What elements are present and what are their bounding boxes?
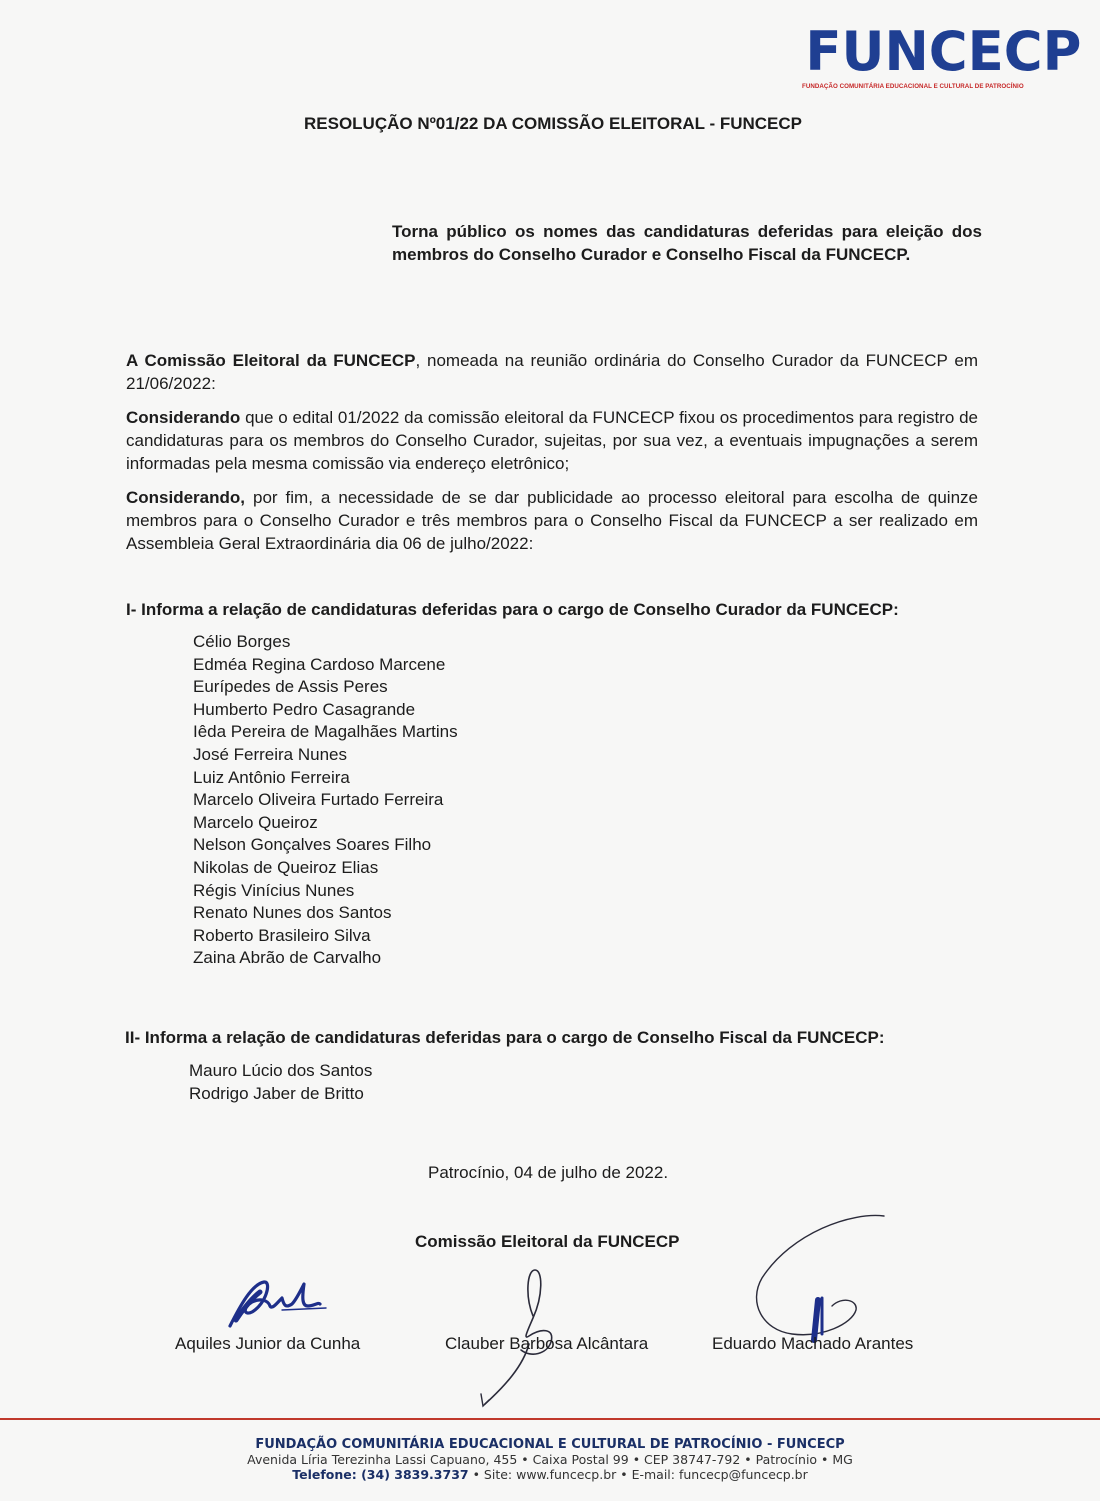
paragraph-considering-2 [126,486,978,555]
paragraph-commission [126,349,978,395]
candidate-name: Edméa Regina Cardoso Marcene [193,654,446,674]
footer-site-email: • Site: www.funcecp.br • E-mail: funcecp@funcecp.br [468,1467,808,1482]
signer-name: Clauber Barbosa Alcântara [445,1334,649,1353]
fiscal-candidates-list [189,1060,372,1105]
candidate-name: Régis Vinícius Nunes [193,880,355,900]
candidate-name: Iêda Pereira de Magalhães Martins [193,722,458,742]
logo-wordmark: FUNCECP [805,20,1082,83]
candidate-name: Marcelo Queiroz [193,812,318,832]
signature-aquiles [222,1276,332,1332]
place-date: Patrocínio, 04 de julho de 2022. [428,1163,669,1182]
paragraph-text: , nomeada na reunião ordinária do Conselho Curador da FUNCECP em 21/06/2022: [126,351,978,393]
signer-name: Aquiles Junior da Cunha [175,1334,361,1353]
paragraph-lead: A Comissão Eleitoral da FUNCECP [126,351,416,370]
signature-eduardo [752,1212,892,1352]
candidate-name: Nikolas de Queiroz Elias [193,857,379,877]
logo-tagline: FUNDAÇÃO COMUNITÁRIA EDUCACIONAL E CULTURAL DE PATROCÍNIO [802,83,1024,90]
footer-phone: Telefone: (34) 3839.3737 [292,1467,469,1482]
candidate-name: Nelson Gonçalves Soares Filho [193,835,432,855]
candidate-name: Rodrigo Jaber de Britto [189,1083,364,1103]
section-heading-fiscal: II- Informa a relação de candidaturas deferidas para o cargo de Conselho Fiscal da FUNCECP: [125,1028,885,1047]
paragraph-considering-1 [126,406,978,475]
paragraph-lead: Considerando [126,408,241,427]
footer-contact [0,1467,1100,1482]
curador-candidates-list [193,631,458,970]
candidate-name: Renato Nunes dos Santos [193,903,392,923]
candidate-name: Marcelo Oliveira Furtado Ferreira [193,790,444,810]
candidate-name: José Ferreira Nunes [193,744,348,764]
ementa: Torna público os nomes das candidaturas deferidas para eleição dos membros do Conselho Curador e Conselho Fiscal da FUNCECP. [392,222,982,264]
footer-organization: FUNDAÇÃO COMUNITÁRIA EDUCACIONAL E CULTURAL DE PATROCÍNIO - FUNCECP [255,1437,845,1452]
footer-address: Avenida Líria Terezinha Lassi Capuano, 455 • Caixa Postal 99 • CEP 38747-792 • Patrocínio • MG [247,1452,853,1467]
candidate-name: Roberto Brasileiro Silva [193,925,371,945]
section-heading-curador: I- Informa a relação de candidaturas deferidas para o cargo de Conselho Curador da FUNCECP: [126,600,899,619]
candidate-name: Humberto Pedro Casagrande [193,699,416,719]
candidate-name: Mauro Lúcio dos Santos [189,1061,373,1080]
funcecp-logo [800,20,1082,90]
candidate-name: Célio Borges [193,632,291,651]
candidate-name: Zaina Abrão de Carvalho [193,948,382,968]
document-title: RESOLUÇÃO Nº01/22 DA COMISSÃO ELEITORAL - FUNCECP [303,114,802,133]
paragraph-text: por fim, a necessidade de se dar publicidade ao processo eleitoral para escolha de quinze membros para o Conselho Curador e três membros para o Conselho Fiscal da FUNCECP a ser realizado em Assembleia Geral Extraordinária dia 06 de julho/2022: [126,488,978,553]
candidate-name: Eurípedes de Assis Peres [193,677,388,697]
candidate-name: Luiz Antônio Ferreira [193,767,350,787]
footer-divider [0,1418,1100,1420]
commission-heading: Comissão Eleitoral da FUNCECP [415,1232,680,1251]
signer-name: Eduardo Machado Arantes [712,1334,914,1353]
paragraph-lead: Considerando, [126,488,246,507]
paragraph-text: que o edital 01/2022 da comissão eleitoral da FUNCECP fixou os procedimentos para registro de candidaturas para os membros do Conselho Curador, sujeitas, por sua vez, a eventuais impugnações a serem informadas pela mesma comissão via endereço eletrônico; [126,408,978,473]
